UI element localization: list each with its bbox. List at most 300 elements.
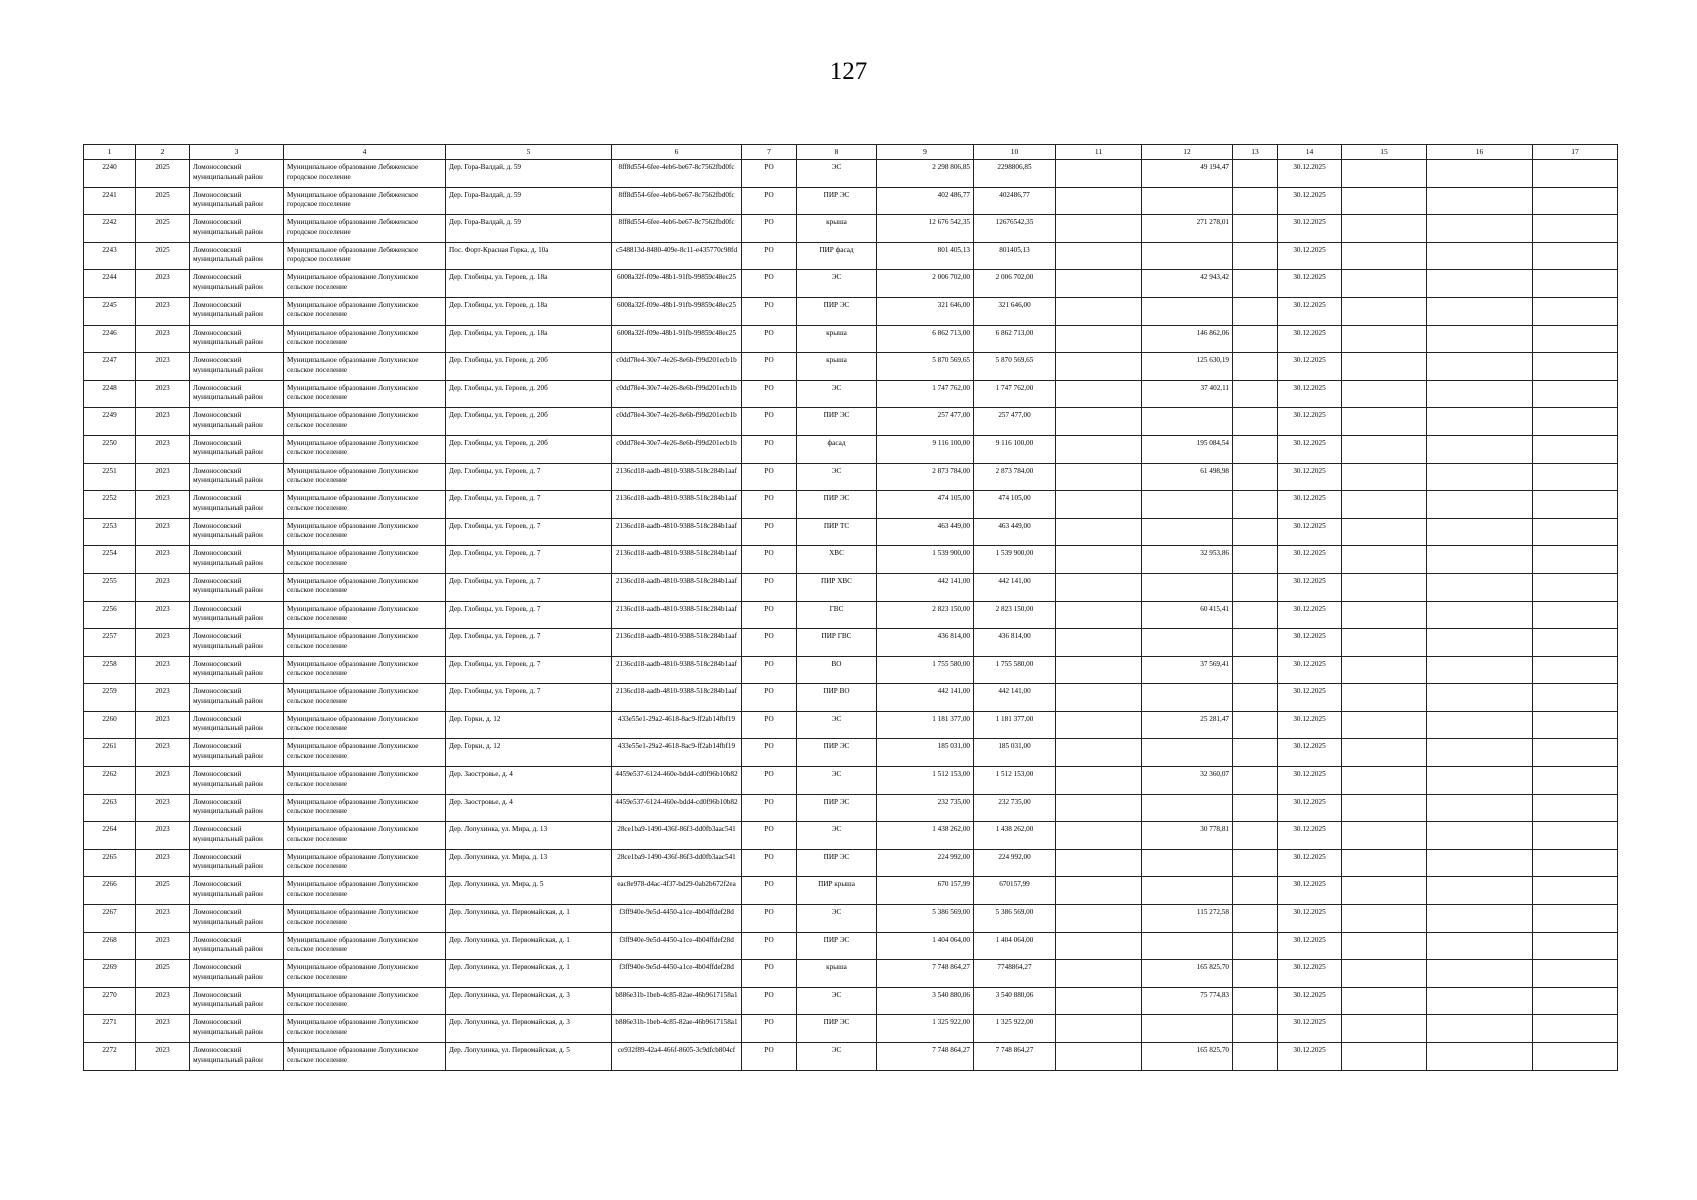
col16-cell	[1427, 822, 1533, 850]
municipality-cell: Муниципальное образование Лебяженское городское поселение	[284, 160, 446, 188]
municipality-cell: Муниципальное образование Лопухинское сельское поселение	[284, 849, 446, 877]
table-body	[84, 160, 1618, 1071]
house-id-cell: f3ff940e-9e5d-4450-a1ce-4b04ffdef28d	[612, 932, 742, 960]
column-header-7: 7	[742, 145, 797, 160]
cost-cell: 474 105,00	[877, 491, 974, 519]
col11-cell	[1056, 187, 1142, 215]
col17-cell	[1533, 242, 1618, 270]
col16-cell	[1427, 573, 1533, 601]
col17-cell	[1533, 601, 1618, 629]
cost-cell: 321 646,00	[877, 297, 974, 325]
col16-cell	[1427, 518, 1533, 546]
col16-cell	[1427, 629, 1533, 657]
row-number: 2245	[84, 297, 136, 325]
col11-cell	[1056, 215, 1142, 243]
municipality-cell: Муниципальное образование Лопухинское сельское поселение	[284, 629, 446, 657]
col15-cell	[1342, 849, 1427, 877]
district-cell: Ломоносовский муниципальный район	[190, 960, 284, 988]
col11-cell	[1056, 270, 1142, 298]
year-cell: 2023	[136, 739, 190, 767]
table-row	[84, 325, 1618, 353]
deadline-cell: 30.12.2025	[1278, 160, 1342, 188]
type-cell: РО	[742, 794, 797, 822]
col11-cell	[1056, 1015, 1142, 1043]
address-cell: Дер. Заостровье, д. 4	[446, 794, 612, 822]
col11-cell	[1056, 573, 1142, 601]
col15-cell	[1342, 325, 1427, 353]
municipality-cell: Муниципальное образование Лопухинское сельское поселение	[284, 518, 446, 546]
col12-cell: 271 278,01	[1142, 215, 1233, 243]
col16-cell	[1427, 435, 1533, 463]
row-number: 2265	[84, 849, 136, 877]
year-cell: 2023	[136, 684, 190, 712]
address-cell: Дер. Глобицы, ул. Героев, д. 7	[446, 463, 612, 491]
cost-total-cell: 436 814,00	[974, 629, 1056, 657]
col11-cell	[1056, 629, 1142, 657]
col17-cell	[1533, 573, 1618, 601]
work-type-cell: ПИР ЭС	[797, 297, 877, 325]
col15-cell	[1342, 491, 1427, 519]
cost-cell: 670 157,99	[877, 877, 974, 905]
table-row	[84, 905, 1618, 933]
col13-cell	[1233, 353, 1278, 381]
work-type-cell: ЭС	[797, 160, 877, 188]
table-row	[84, 297, 1618, 325]
col12-cell	[1142, 684, 1233, 712]
type-cell: РО	[742, 629, 797, 657]
row-number: 2268	[84, 932, 136, 960]
year-cell: 2023	[136, 905, 190, 933]
table-row	[84, 987, 1618, 1015]
type-cell: РО	[742, 932, 797, 960]
district-cell: Ломоносовский муниципальный район	[190, 573, 284, 601]
year-cell: 2023	[136, 629, 190, 657]
col12-cell: 42 943,42	[1142, 270, 1233, 298]
work-type-cell: ЭС	[797, 380, 877, 408]
cost-cell: 2 298 806,85	[877, 160, 974, 188]
year-cell: 2023	[136, 987, 190, 1015]
table-row	[84, 353, 1618, 381]
col17-cell	[1533, 491, 1618, 519]
municipality-cell: Муниципальное образование Лебяженское городское поселение	[284, 215, 446, 243]
house-id-cell: c0dd78e4-30e7-4e26-8e6b-f99d201ecb1b	[612, 353, 742, 381]
address-cell: Дер. Горки, д. 12	[446, 711, 612, 739]
col17-cell	[1533, 380, 1618, 408]
type-cell: РО	[742, 380, 797, 408]
house-id-cell: 433e55e1-29a2-4618-8ac9-ff2ab14fbf19	[612, 711, 742, 739]
year-cell: 2023	[136, 546, 190, 574]
year-cell: 2025	[136, 242, 190, 270]
municipality-cell: Муниципальное образование Лопухинское сельское поселение	[284, 987, 446, 1015]
district-cell: Ломоносовский муниципальный район	[190, 1043, 284, 1071]
municipality-cell: Муниципальное образование Лопухинское сельское поселение	[284, 463, 446, 491]
col11-cell	[1056, 711, 1142, 739]
district-cell: Ломоносовский муниципальный район	[190, 822, 284, 850]
col12-cell: 25 281,47	[1142, 711, 1233, 739]
work-type-cell: ЭС	[797, 711, 877, 739]
district-cell: Ломоносовский муниципальный район	[190, 794, 284, 822]
municipality-cell: Муниципальное образование Лопухинское сельское поселение	[284, 960, 446, 988]
year-cell: 2023	[136, 463, 190, 491]
house-id-cell: 2136cd18-aadb-4810-9388-518c284b1aaf	[612, 573, 742, 601]
deadline-cell: 30.12.2025	[1278, 684, 1342, 712]
col12-cell: 61 498,98	[1142, 463, 1233, 491]
col13-cell	[1233, 822, 1278, 850]
work-type-cell: ЭС	[797, 270, 877, 298]
cost-total-cell: 1 512 153,00	[974, 767, 1056, 795]
table-row	[84, 629, 1618, 657]
col16-cell	[1427, 877, 1533, 905]
col16-cell	[1427, 242, 1533, 270]
house-id-cell: 6008a32f-f09e-48b1-91fb-99859c48ec25	[612, 270, 742, 298]
deadline-cell: 30.12.2025	[1278, 215, 1342, 243]
col11-cell	[1056, 767, 1142, 795]
col15-cell	[1342, 463, 1427, 491]
row-number: 2261	[84, 739, 136, 767]
house-id-cell: 8ff8d554-6fee-4eb6-be67-8c7562fbd0fc	[612, 215, 742, 243]
col12-cell: 75 774,83	[1142, 987, 1233, 1015]
col15-cell	[1342, 656, 1427, 684]
col13-cell	[1233, 187, 1278, 215]
col16-cell	[1427, 491, 1533, 519]
row-number: 2256	[84, 601, 136, 629]
table-row	[84, 491, 1618, 519]
row-number: 2272	[84, 1043, 136, 1071]
work-type-cell: ПИР ТС	[797, 518, 877, 546]
address-cell: Дер. Глобицы, ул. Героев, д. 18а	[446, 297, 612, 325]
municipality-cell: Муниципальное образование Лопухинское сельское поселение	[284, 546, 446, 574]
house-id-cell: 2136cd18-aadb-4810-9388-518c284b1aaf	[612, 463, 742, 491]
cost-cell: 1 747 762,00	[877, 380, 974, 408]
municipality-cell: Муниципальное образование Лопухинское сельское поселение	[284, 877, 446, 905]
year-cell: 2023	[136, 822, 190, 850]
table-row	[84, 849, 1618, 877]
col11-cell	[1056, 849, 1142, 877]
work-type-cell: ПИР ЭС	[797, 187, 877, 215]
col17-cell	[1533, 1015, 1618, 1043]
column-header-14: 14	[1278, 145, 1342, 160]
cost-cell: 436 814,00	[877, 629, 974, 657]
table-row	[84, 242, 1618, 270]
col11-cell	[1056, 739, 1142, 767]
cost-total-cell: 9 116 100,00	[974, 435, 1056, 463]
year-cell: 2023	[136, 380, 190, 408]
cost-cell: 257 477,00	[877, 408, 974, 436]
address-cell: Дер. Глобицы, ул. Героев, д. 7	[446, 518, 612, 546]
col13-cell	[1233, 242, 1278, 270]
col17-cell	[1533, 270, 1618, 298]
cost-cell: 2 006 702,00	[877, 270, 974, 298]
column-header-6: 6	[612, 145, 742, 160]
year-cell: 2023	[136, 794, 190, 822]
col13-cell	[1233, 767, 1278, 795]
col11-cell	[1056, 905, 1142, 933]
district-cell: Ломоносовский муниципальный район	[190, 877, 284, 905]
year-cell: 2023	[136, 1015, 190, 1043]
municipality-cell: Муниципальное образование Лопухинское сельское поселение	[284, 932, 446, 960]
house-id-cell: 2136cd18-aadb-4810-9388-518c284b1aaf	[612, 518, 742, 546]
address-cell: Дер. Гора-Валдай, д. 59	[446, 187, 612, 215]
col12-cell	[1142, 408, 1233, 436]
work-type-cell: ПИР ЭС	[797, 1015, 877, 1043]
year-cell: 2023	[136, 656, 190, 684]
col17-cell	[1533, 325, 1618, 353]
col12-cell: 115 272,58	[1142, 905, 1233, 933]
cost-cell: 1 539 900,00	[877, 546, 974, 574]
col17-cell	[1533, 187, 1618, 215]
col17-cell	[1533, 518, 1618, 546]
col11-cell	[1056, 656, 1142, 684]
table-row	[84, 960, 1618, 988]
col12-cell	[1142, 491, 1233, 519]
type-cell: РО	[742, 1043, 797, 1071]
district-cell: Ломоносовский муниципальный район	[190, 435, 284, 463]
cost-cell: 5 870 569,65	[877, 353, 974, 381]
address-cell: Дер. Лопухинка, ул. Первомайская, д. 3	[446, 987, 612, 1015]
column-header-16: 16	[1427, 145, 1533, 160]
deadline-cell: 30.12.2025	[1278, 573, 1342, 601]
cost-total-cell: 321 646,00	[974, 297, 1056, 325]
col13-cell	[1233, 960, 1278, 988]
cost-cell: 224 992,00	[877, 849, 974, 877]
address-cell: Дер. Глобицы, ул. Героев, д. 20б	[446, 353, 612, 381]
cost-total-cell: 5 870 569,65	[974, 353, 1056, 381]
type-cell: РО	[742, 739, 797, 767]
col12-cell	[1142, 518, 1233, 546]
deadline-cell: 30.12.2025	[1278, 711, 1342, 739]
cost-cell: 402 486,77	[877, 187, 974, 215]
col11-cell	[1056, 794, 1142, 822]
type-cell: РО	[742, 187, 797, 215]
col17-cell	[1533, 877, 1618, 905]
column-header-8: 8	[797, 145, 877, 160]
cost-total-cell: 185 031,00	[974, 739, 1056, 767]
work-type-cell: ЭС	[797, 822, 877, 850]
col11-cell	[1056, 242, 1142, 270]
col12-cell	[1142, 877, 1233, 905]
col13-cell	[1233, 629, 1278, 657]
year-cell: 2023	[136, 408, 190, 436]
district-cell: Ломоносовский муниципальный район	[190, 905, 284, 933]
col13-cell	[1233, 270, 1278, 298]
col11-cell	[1056, 297, 1142, 325]
col16-cell	[1427, 601, 1533, 629]
col15-cell	[1342, 546, 1427, 574]
work-type-cell: ПИР ВО	[797, 684, 877, 712]
col12-cell: 37 569,41	[1142, 656, 1233, 684]
address-cell: Дер. Лопухинка, ул. Первомайская, д. 1	[446, 932, 612, 960]
col11-cell	[1056, 987, 1142, 1015]
col12-cell: 30 778,81	[1142, 822, 1233, 850]
row-number: 2243	[84, 242, 136, 270]
work-type-cell: ХВС	[797, 546, 877, 574]
type-cell: РО	[742, 987, 797, 1015]
col15-cell	[1342, 987, 1427, 1015]
col12-cell: 49 194,47	[1142, 160, 1233, 188]
cost-total-cell: 1 539 900,00	[974, 546, 1056, 574]
deadline-cell: 30.12.2025	[1278, 905, 1342, 933]
col16-cell	[1427, 1015, 1533, 1043]
work-type-cell: ПИР ЭС	[797, 849, 877, 877]
district-cell: Ломоносовский муниципальный район	[190, 353, 284, 381]
address-cell: Дер. Глобицы, ул. Героев, д. 18а	[446, 270, 612, 298]
row-number: 2242	[84, 215, 136, 243]
col16-cell	[1427, 353, 1533, 381]
year-cell: 2023	[136, 435, 190, 463]
work-type-cell: ПИР ГВС	[797, 629, 877, 657]
col12-cell: 165 825,70	[1142, 1043, 1233, 1071]
col11-cell	[1056, 546, 1142, 574]
column-header-1: 1	[84, 145, 136, 160]
deadline-cell: 30.12.2025	[1278, 1015, 1342, 1043]
address-cell: Дер. Лопухинка, ул. Первомайская, д. 1	[446, 960, 612, 988]
address-cell: Дер. Заостровье, д. 4	[446, 767, 612, 795]
column-header-10: 10	[974, 145, 1056, 160]
col13-cell	[1233, 546, 1278, 574]
row-number: 2262	[84, 767, 136, 795]
col15-cell	[1342, 573, 1427, 601]
deadline-cell: 30.12.2025	[1278, 656, 1342, 684]
municipality-cell: Муниципальное образование Лопухинское сельское поселение	[284, 1043, 446, 1071]
col15-cell	[1342, 215, 1427, 243]
table-row	[84, 684, 1618, 712]
col15-cell	[1342, 353, 1427, 381]
district-cell: Ломоносовский муниципальный район	[190, 849, 284, 877]
deadline-cell: 30.12.2025	[1278, 242, 1342, 270]
type-cell: РО	[742, 242, 797, 270]
row-number: 2246	[84, 325, 136, 353]
house-id-cell: 2136cd18-aadb-4810-9388-518c284b1aaf	[612, 491, 742, 519]
column-header-3: 3	[190, 145, 284, 160]
district-cell: Ломоносовский муниципальный район	[190, 987, 284, 1015]
municipality-cell: Муниципальное образование Лопухинское сельское поселение	[284, 684, 446, 712]
table-row	[84, 739, 1618, 767]
house-id-cell: c0dd78e4-30e7-4e26-8e6b-f99d201ecb1b	[612, 380, 742, 408]
col11-cell	[1056, 353, 1142, 381]
col17-cell	[1533, 767, 1618, 795]
municipality-cell: Муниципальное образование Лопухинское сельское поселение	[284, 380, 446, 408]
address-cell: Дер. Глобицы, ул. Героев, д. 18а	[446, 325, 612, 353]
work-type-cell: ПИР фасад	[797, 242, 877, 270]
district-cell: Ломоносовский муниципальный район	[190, 491, 284, 519]
col13-cell	[1233, 684, 1278, 712]
col12-cell: 32 360,07	[1142, 767, 1233, 795]
row-number: 2257	[84, 629, 136, 657]
col13-cell	[1233, 987, 1278, 1015]
type-cell: РО	[742, 160, 797, 188]
col12-cell	[1142, 242, 1233, 270]
year-cell: 2023	[136, 518, 190, 546]
row-number: 2251	[84, 463, 136, 491]
district-cell: Ломоносовский муниципальный район	[190, 518, 284, 546]
cost-cell: 463 449,00	[877, 518, 974, 546]
col17-cell	[1533, 849, 1618, 877]
col16-cell	[1427, 215, 1533, 243]
deadline-cell: 30.12.2025	[1278, 960, 1342, 988]
type-cell: РО	[742, 463, 797, 491]
col15-cell	[1342, 435, 1427, 463]
col17-cell	[1533, 1043, 1618, 1071]
col13-cell	[1233, 932, 1278, 960]
deadline-cell: 30.12.2025	[1278, 380, 1342, 408]
row-number: 2253	[84, 518, 136, 546]
col15-cell	[1342, 1043, 1427, 1071]
cost-cell: 3 540 880,06	[877, 987, 974, 1015]
col16-cell	[1427, 739, 1533, 767]
year-cell: 2025	[136, 960, 190, 988]
row-number: 2269	[84, 960, 136, 988]
col12-cell	[1142, 932, 1233, 960]
col11-cell	[1056, 822, 1142, 850]
col17-cell	[1533, 353, 1618, 381]
work-type-cell: ПИР крыша	[797, 877, 877, 905]
address-cell: Дер. Лопухинка, ул. Мира, д. 5	[446, 877, 612, 905]
type-cell: РО	[742, 215, 797, 243]
row-number: 2266	[84, 877, 136, 905]
col16-cell	[1427, 325, 1533, 353]
cost-total-cell: 3 540 880,06	[974, 987, 1056, 1015]
col15-cell	[1342, 822, 1427, 850]
register-table	[83, 144, 1618, 1071]
col12-cell: 32 953,86	[1142, 546, 1233, 574]
type-cell: РО	[742, 491, 797, 519]
table-row	[84, 656, 1618, 684]
cost-total-cell: 1 181 377,00	[974, 711, 1056, 739]
district-cell: Ломоносовский муниципальный район	[190, 408, 284, 436]
col12-cell	[1142, 1015, 1233, 1043]
row-number: 2244	[84, 270, 136, 298]
municipality-cell: Муниципальное образование Лопухинское сельское поселение	[284, 1015, 446, 1043]
work-type-cell: ПИР ЭС	[797, 491, 877, 519]
address-cell: Дер. Глобицы, ул. Героев, д. 7	[446, 656, 612, 684]
address-cell: Дер. Глобицы, ул. Героев, д. 7	[446, 629, 612, 657]
address-cell: Дер. Глобицы, ул. Героев, д. 7	[446, 573, 612, 601]
house-id-cell: 28ce1ba9-1490-436f-86f3-dd0fb3aac541	[612, 822, 742, 850]
deadline-cell: 30.12.2025	[1278, 491, 1342, 519]
cost-cell: 442 141,00	[877, 684, 974, 712]
cost-total-cell: 442 141,00	[974, 573, 1056, 601]
col16-cell	[1427, 270, 1533, 298]
house-id-cell: 6008a32f-f09e-48b1-91fb-99859c48ec25	[612, 325, 742, 353]
col16-cell	[1427, 905, 1533, 933]
col12-cell: 146 862,06	[1142, 325, 1233, 353]
table-row	[84, 601, 1618, 629]
house-id-cell: 4459e537-6124-460e-bdd4-cd0f96b10b82	[612, 767, 742, 795]
col12-cell: 125 630,19	[1142, 353, 1233, 381]
cost-cell: 442 141,00	[877, 573, 974, 601]
col17-cell	[1533, 822, 1618, 850]
address-cell: Дер. Глобицы, ул. Героев, д. 7	[446, 684, 612, 712]
cost-cell: 1 325 922,00	[877, 1015, 974, 1043]
year-cell: 2023	[136, 849, 190, 877]
municipality-cell: Муниципальное образование Лебяженское городское поселение	[284, 242, 446, 270]
col13-cell	[1233, 573, 1278, 601]
cost-cell: 232 735,00	[877, 794, 974, 822]
work-type-cell: крыша	[797, 325, 877, 353]
work-type-cell: ЭС	[797, 905, 877, 933]
cost-cell: 5 386 569,00	[877, 905, 974, 933]
district-cell: Ломоносовский муниципальный район	[190, 932, 284, 960]
house-id-cell: f3ff940e-9e5d-4450-a1ce-4b04ffdef28d	[612, 905, 742, 933]
address-cell: Дер. Лопухинка, ул. Первомайская, д. 1	[446, 905, 612, 933]
col16-cell	[1427, 684, 1533, 712]
cost-cell: 1 181 377,00	[877, 711, 974, 739]
year-cell: 2025	[136, 877, 190, 905]
work-type-cell: ЭС	[797, 463, 877, 491]
cost-cell: 7 748 864,27	[877, 960, 974, 988]
type-cell: РО	[742, 573, 797, 601]
type-cell: РО	[742, 601, 797, 629]
